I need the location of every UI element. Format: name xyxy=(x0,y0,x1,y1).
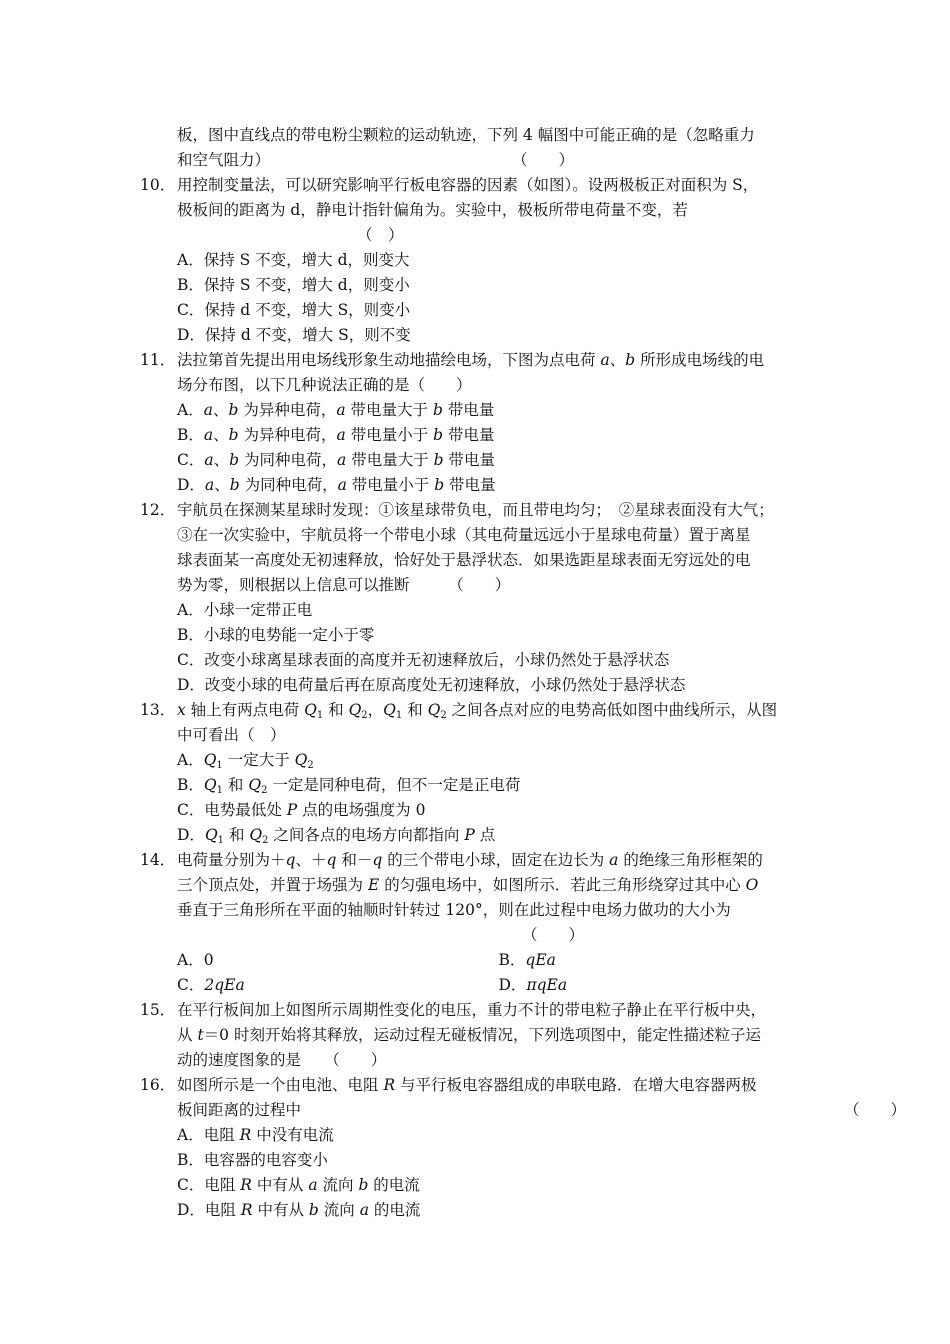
question-11 xyxy=(140,348,820,498)
options-row-2 xyxy=(177,973,820,998)
option-a: A．a、b 为异种电荷，a 带电量大于 b 带电量 xyxy=(177,401,495,419)
question-10 xyxy=(140,173,820,348)
option-c: C．改变小球离星球表面的高度并无初速释放后，小球仍然处于悬浮状态 xyxy=(177,651,670,669)
q13-line-2: 中可看出（ ） xyxy=(177,726,286,744)
question-16 xyxy=(140,1073,906,1223)
options-row-1 xyxy=(177,948,820,973)
option-c: C．2qEa xyxy=(177,976,245,994)
q11-line-2: 场分布图，以下几种说法正确的是（ ） xyxy=(177,376,472,394)
option-b: B．电容器的电容变小 xyxy=(177,1151,328,1169)
q9-line-2: 和空气阻力） （ ） xyxy=(177,151,575,169)
question-number: 12． xyxy=(140,501,176,519)
question-number: 11． xyxy=(140,351,176,369)
q14-line-1: 电荷量分别为＋q、＋q 和－q 的三个带电小球，固定在边长为 a 的绝缘三角形框架的 xyxy=(177,851,763,869)
q11-line-1: 法拉第首先提出用电场线形象生动地描绘电场，下图为点电荷 a、b 所形成电场线的电 xyxy=(177,351,765,369)
question-list xyxy=(140,123,906,1223)
option-b: B．保持 S 不变，增大 d，则变小 xyxy=(177,276,410,294)
option-c: C．保持 d 不变，增大 S，则变小 xyxy=(177,301,411,319)
option-d: D．电阻 R 中有从 b 流向 a 的电流 xyxy=(177,1201,421,1219)
option-b: B．a、b 为异种电荷，a 带电量小于 b 带电量 xyxy=(177,426,495,444)
q16-line-1: 如图所示是一个由电池、电阻 R 与平行板电容器组成的串联电路．在增大电容器两极 xyxy=(177,1076,757,1094)
question-14 xyxy=(140,848,820,998)
option-a: A．电阻 R 中没有电流 xyxy=(177,1126,334,1144)
q16-line-2: 板间距离的过程中 （ ） xyxy=(177,1098,820,1123)
option-a: A．保持 S 不变，增大 d，则变大 xyxy=(177,251,410,269)
q14-line-2: 三个顶点处，并置于场强为 E 的匀强电场中，如图所示．若此三角形绕穿过其中心 O xyxy=(177,876,759,894)
question-12 xyxy=(140,498,820,698)
option-d: D．a、b 为同种电荷，a 带电量小于 b 带电量 xyxy=(177,476,496,494)
q10-line-2: 极板间的距离为 d，静电计指针偏角为。实验中，极板所带电荷量不变，若 xyxy=(177,201,688,219)
option-c: C．a、b 为同种电荷，a 带电量大于 b 带电量 xyxy=(177,451,495,469)
answer-bracket: （ ） xyxy=(843,1101,906,1119)
question-number: 15． xyxy=(140,1001,176,1019)
q12-line-2: ③在一次实验中，宇航员将一个带电小球（其电荷量远远小于星球电荷量）置于离星 xyxy=(177,526,751,544)
q15-line-1: 在平行板间加上如图所示周期性变化的电压，重力不计的带电粒子静止在平行板中央， xyxy=(177,1001,767,1019)
question-number: 14． xyxy=(140,851,176,869)
option-a: A．小球一定带正电 xyxy=(177,601,313,619)
q14-line-3: 垂直于三角形所在平面的轴顺时针转过 120°，则在此过程中电场力做功的大小为 xyxy=(177,901,731,919)
option-b: B．qEa xyxy=(498,951,556,969)
answer-bracket: （ ） xyxy=(357,226,404,244)
q13-line-1: x 轴上有两点电荷 $Q_1$ 和 $Q_2$，$Q_1$ 和 $Q_2$ 之间各点对应的电势高低如图中曲线所示，从图 xyxy=(177,701,778,721)
option-c: C．电势最低处 P 点的电场强度为 0 xyxy=(177,801,426,819)
option-d: D．保持 d 不变，增大 S，则不变 xyxy=(177,326,411,344)
question-number: 10． xyxy=(140,176,176,194)
q15-line-3: 动的速度图象的是 （ ） xyxy=(177,1051,387,1069)
option-b: B．$Q_1$ 和 $Q_2$ 一定是同种电荷，但不一定是正电荷 xyxy=(177,776,521,796)
option-d: D．改变小球的电荷量后再在原高度处无初速释放，小球仍然处于悬浮状态 xyxy=(177,676,686,694)
option-a: A．$Q_1$ 一定大于 $Q_2$ xyxy=(177,751,314,771)
q10-line-1: 用控制变量法，可以研究影响平行板电容器的因素（如图）。设两极板正对面积为 S， xyxy=(177,176,759,194)
answer-bracket: （ ） xyxy=(522,926,585,944)
answer-bracket: （ ） xyxy=(512,151,575,169)
q12-line-4: 势为零，则根据以上信息可以推断 （ ） xyxy=(177,576,511,594)
question-number: 16． xyxy=(140,1076,176,1094)
question-13 xyxy=(140,698,820,848)
option-b: B．小球的电势能一定小于零 xyxy=(177,626,375,644)
option-d: D．$Q_1$ 和 $Q_2$ 之间各点的电场方向都指向 P 点 xyxy=(177,826,496,846)
question-9-continuation xyxy=(140,123,820,173)
q12-line-3: 球表面某一高度处无初速释放，恰好处于悬浮状态．如果选距星球表面无穷远处的电 xyxy=(177,551,751,569)
option-c: C．电阻 R 中有从 a 流向 b 的电流 xyxy=(177,1176,420,1194)
q15-line-2: 从 t＝0 时刻开始将其释放，运动过程无碰板情况，下列选项图中，能定性描述粒子运 xyxy=(177,1026,761,1044)
question-number: 13． xyxy=(140,701,176,719)
q9-line-1: 板，图中直线点的带电粉尘颗粒的运动轨迹，下列 4 幅图中可能正确的是（忽略重力 xyxy=(177,126,755,144)
option-a: A．0 xyxy=(177,951,214,969)
question-15 xyxy=(140,998,820,1073)
option-d: D．πqEa xyxy=(498,976,568,994)
q12-line-1: 宇航员在探测某星球时发现：①该星球带负电，而且带电均匀； ②星球表面没有大气； xyxy=(177,501,774,519)
